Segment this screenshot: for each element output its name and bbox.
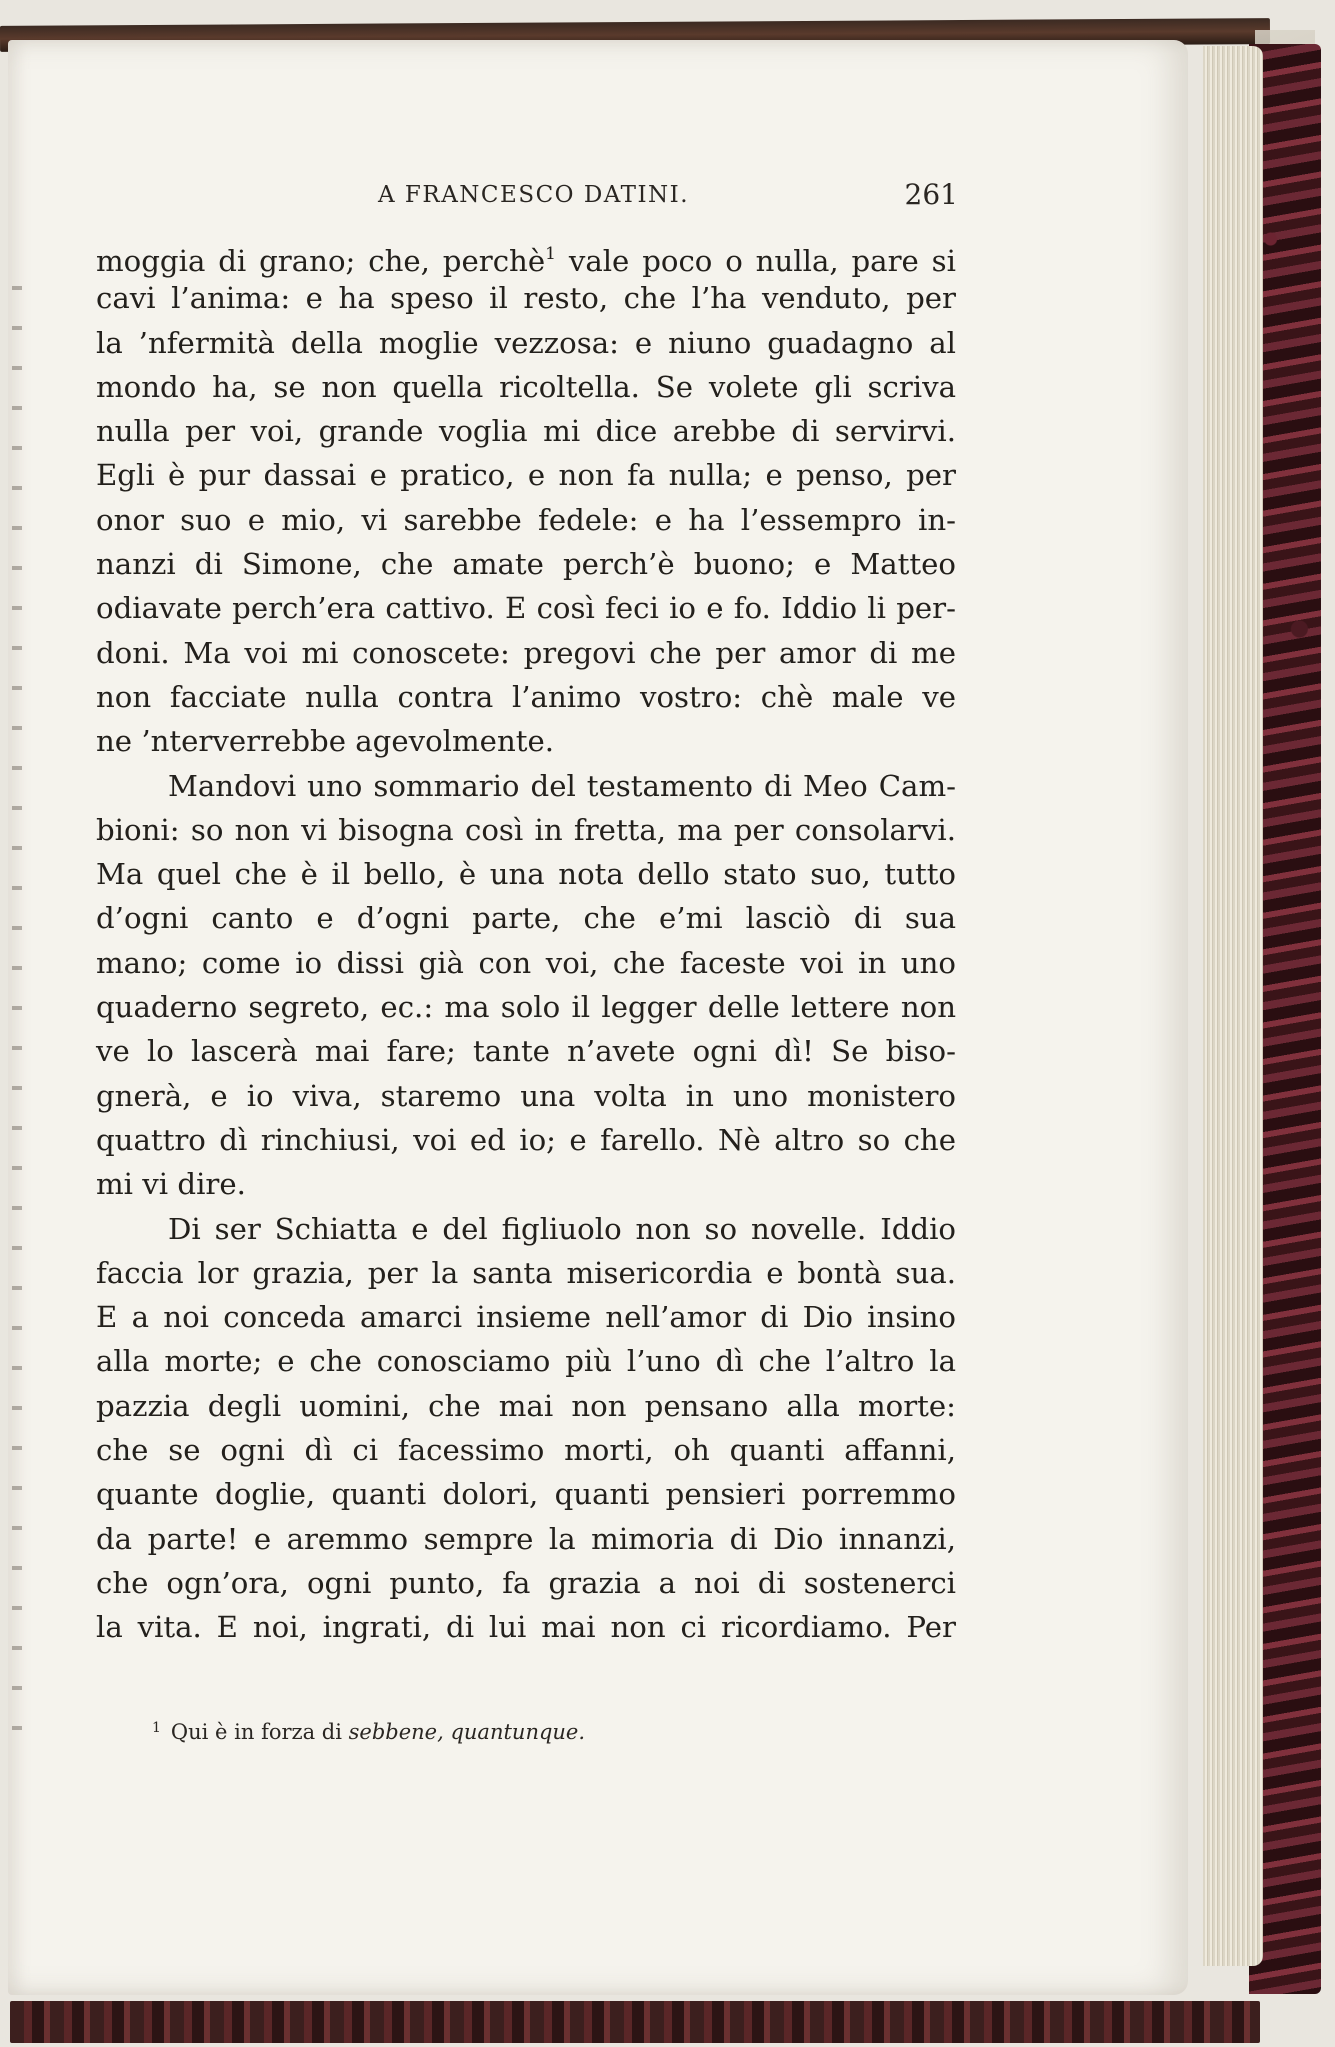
adjacent-page-edge: [12, 250, 22, 1750]
bottom-binding-edge: [10, 2001, 1260, 2043]
text-line: nulla per voi, grande voglia mi dice arebbe di servirvi.: [96, 414, 956, 449]
text-line: quattro dì rinchiusi, voi ed io; e farello. Nè altro so che: [96, 1122, 956, 1157]
paragraph-2: [96, 764, 956, 1207]
footnote: [152, 1720, 585, 1744]
text-line: ve lo lascerà mai fare; tante n’avete ogni dì! Se biso-: [96, 1034, 956, 1069]
body-text: [96, 232, 956, 1650]
text-line: faccia lor grazia, per la santa misericordia e bontà sua.: [96, 1255, 956, 1290]
footnote-number: 1: [152, 1720, 161, 1736]
text-line: cavi l’anima: e ha speso il resto, che l’ha venduto, per: [96, 281, 956, 316]
paragraph-3: [96, 1207, 956, 1650]
running-title: A FRANCESCO DATINI.: [378, 182, 690, 208]
page-fore-edge: [1203, 46, 1263, 1966]
text-line: quaderno segreto, ec.: ma solo il legger delle lettere non: [96, 990, 956, 1025]
text-line: non facciate nulla contra l’animo vostro: chè male ve: [96, 679, 956, 714]
text-line: alla morte; e che conosciamo più l’uno dì che l’altro la: [96, 1344, 956, 1379]
text-line: d’ogni canto e d’ogni parte, che e’mi lasciò di sua: [96, 901, 956, 936]
text-line: mi vi dire.: [96, 1167, 246, 1202]
running-header: [96, 178, 956, 218]
text-line: la ’nfermità della moglie vezzosa: e niuno guadagno al: [96, 325, 956, 360]
text-line: pazzia degli uomini, che mai non pensano alla morte:: [96, 1388, 956, 1423]
text-line: mondo ha, se non quella ricoltella. Se volete gli scriva: [96, 369, 956, 404]
footnote-marker: 1: [545, 244, 556, 264]
text-line: che se ogni dì ci facessimo morti, oh quanti affanni,: [96, 1433, 956, 1468]
text-line: moggia di grano; che, perchè$^1$ vale poco o nulla, pare si: [96, 244, 956, 278]
paragraph-1: [96, 232, 956, 764]
text-line: Ma quel che è il bello, è una nota dello stato suo, tutto: [96, 857, 956, 892]
footnote-italic-text: sebbene, quantunque.: [348, 1720, 586, 1744]
text-line: Mandovi uno sommario del testamento di Meo Cam-: [168, 768, 956, 803]
text-line: Di ser Schiatta e del figliuolo non so novelle. Iddio: [168, 1211, 956, 1246]
text-line: nanzi di Simone, che amate perch’è buono; e Matteo: [96, 547, 956, 582]
text-line: la vita. E noi, ingrati, di lui mai non ci ricordiamo. Per: [96, 1610, 956, 1645]
page-number: 261: [904, 178, 958, 211]
text-line: E a noi conceda amarci insieme nell’amor di Dio insino: [96, 1300, 956, 1335]
text-line: onor suo e mio, vi sarebbe fedele: e ha l’essempro in-: [96, 502, 956, 537]
text-line: doni. Ma voi mi conoscete: pregovi che per amor di me: [96, 635, 956, 670]
footnote-text: Qui è in forza di: [170, 1720, 342, 1744]
text-line: che ogn’ora, ogni punto, fa grazia a noi di sostenerci: [96, 1565, 956, 1600]
text-line: mano; come io dissi già con voi, che faceste voi in uno: [96, 945, 956, 980]
text-line: Egli è pur dassai e pratico, e non fa nulla; e penso, per: [96, 458, 956, 493]
text-line: gnerà, e io viva, staremo una volta in uno monistero: [96, 1078, 956, 1113]
text-line: odiavate perch’era cattivo. E così feci io e fo. Iddio li per-: [96, 591, 956, 626]
text-line: ne ’nterverrebbe agevolmente.: [96, 724, 555, 759]
text-line: da parte! e aremmo sempre la mimoria di Dio innanzi,: [96, 1521, 956, 1556]
text-line: quante doglie, quanti dolori, quanti pensieri porremmo: [96, 1477, 956, 1512]
text-line: bioni: so non vi bisogna così in fretta, ma per consolarvi.: [96, 812, 956, 847]
